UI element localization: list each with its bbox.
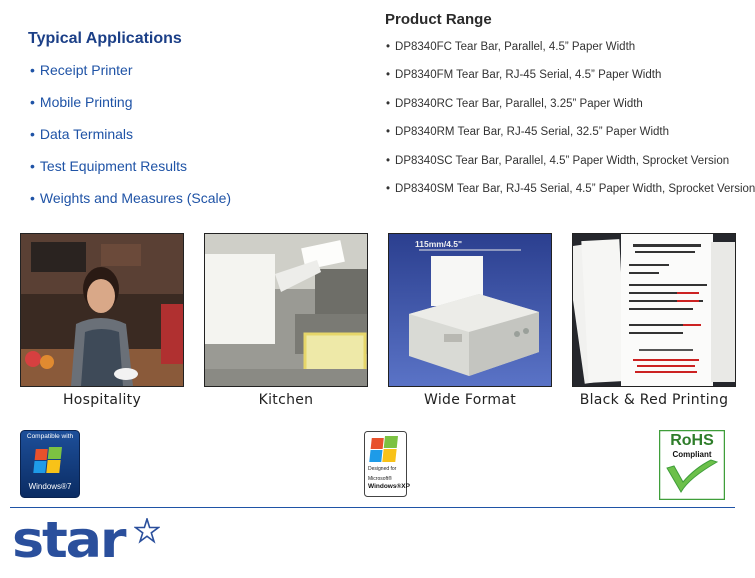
kitchen-caption: Kitchen [258, 392, 314, 408]
list-item: • Mobile Printing [30, 94, 231, 126]
hospitality-photo [20, 233, 184, 387]
list-item: • DP8340RM Tear Bar, RJ-45 Serial, 32.5” Paper Width [386, 126, 755, 154]
rohs-title: RoHS [670, 432, 714, 449]
windowsxp-badge [364, 431, 410, 497]
typical-applications-title: Typical Applications [28, 30, 182, 47]
typical-applications-list [30, 62, 231, 222]
list-item: • Weights and Measures (Scale) [30, 190, 231, 222]
list-item: • DP8340FC Tear Bar, Parallel, 4.5” Paper Width [386, 41, 755, 69]
windows7-badge [20, 430, 80, 498]
product-range-title: Product Range [385, 11, 492, 28]
hospitality-caption: Hospitality [62, 392, 142, 408]
wide-format-overlay-text: 115mm/4.5" [415, 239, 463, 249]
star-logo-text: star [12, 511, 125, 569]
list-item: • DP8340RC Tear Bar, Parallel, 3.25” Paper Width [386, 98, 755, 126]
footer-divider [10, 507, 735, 508]
wide-format-caption: Wide Format [423, 392, 516, 408]
black-red-printing-photo [572, 233, 736, 387]
winxp-windows-text: Windows®XP [368, 483, 410, 490]
win7-compatible-text: Compatible with [26, 433, 74, 440]
list-item: • Receipt Printer [30, 62, 231, 94]
star-logo [12, 511, 162, 572]
product-range-list [386, 41, 755, 211]
list-item: • Test Equipment Results [30, 158, 231, 190]
winxp-designed-text: Designed for [368, 466, 397, 472]
list-item: • Data Terminals [30, 126, 231, 158]
list-item: • DP8340FM Tear Bar, RJ-45 Serial, 4.5” Paper Width [386, 69, 755, 97]
rohs-subtitle: Compliant [672, 450, 712, 459]
win7-name-text: Windows®7 [28, 482, 72, 491]
black-red-printing-caption: Black & Red Printing [579, 392, 729, 408]
wide-format-photo [388, 233, 552, 387]
list-item: • DP8340SM Tear Bar, RJ-45 Serial, 4.5” Paper Width, Sprocket Version [386, 183, 755, 211]
rohs-badge [659, 430, 725, 500]
list-item: • DP8340SC Tear Bar, Parallel, 4.5” Paper Width, Sprocket Version [386, 155, 755, 183]
winxp-microsoft-text: Microsoft® [368, 476, 392, 482]
star-icon [134, 518, 160, 544]
kitchen-photo [204, 233, 368, 387]
